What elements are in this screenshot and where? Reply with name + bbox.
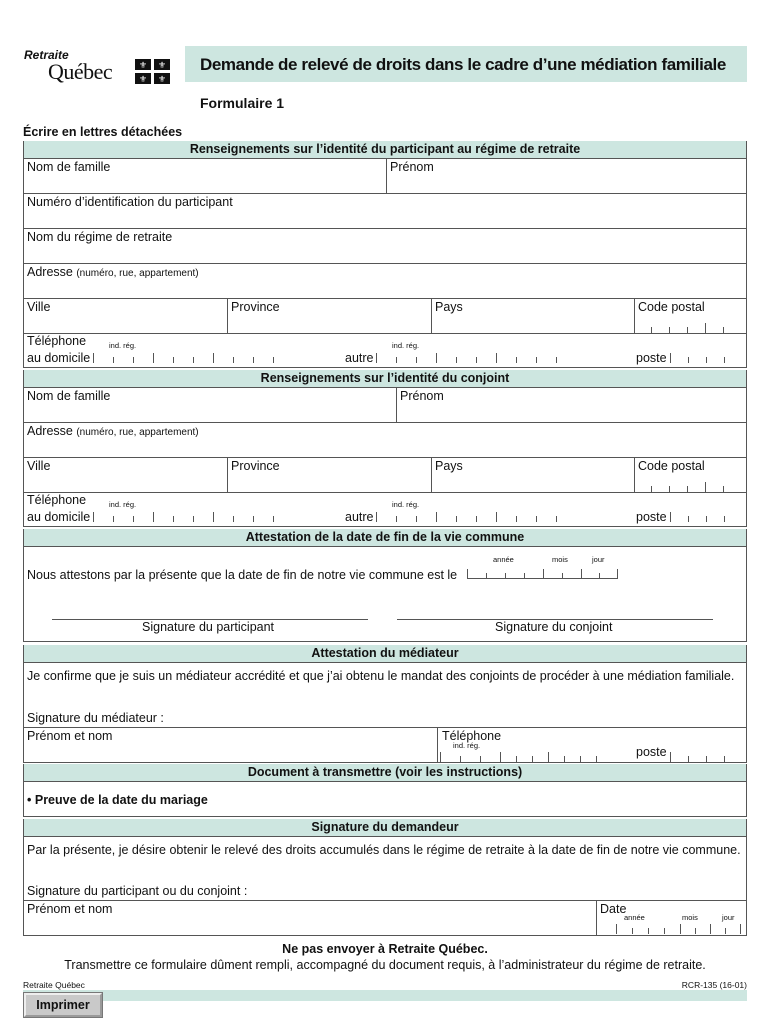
logo-line1: Retraite xyxy=(24,48,69,62)
footer-instructions: Transmettre ce formulaire dûment rempli, accompagné du document requis, à l’administrateur du régime de retraite. xyxy=(64,958,706,972)
conjoint-prenom-field[interactable]: Prénom xyxy=(400,389,444,403)
footer-org: Retraite Québec xyxy=(23,980,85,990)
print-button[interactable]: Imprimer xyxy=(24,993,102,1017)
section-header-participant: Renseignements sur l’identité du participant au régime de retraite xyxy=(23,141,747,158)
participant-ind-reg-2: ind. rég. xyxy=(392,341,420,350)
participant-nom-field[interactable]: Nom de famille xyxy=(27,160,111,174)
annee-label: année xyxy=(493,555,514,564)
participant-ind-reg-1: ind. rég. xyxy=(109,341,137,350)
signature-participant-label: Signature du participant xyxy=(142,620,275,634)
jour-label: jour xyxy=(592,555,605,564)
participant-numero-field[interactable]: Numéro d’identification du participant xyxy=(27,195,233,209)
participant-domicile-label: au domicile xyxy=(27,351,91,365)
conjoint-ind-reg-1: ind. rég. xyxy=(109,500,137,509)
section-header-conjoint: Renseignements sur l’identité du conjoint xyxy=(23,370,747,387)
fin-vie-commune-date-field[interactable] xyxy=(467,567,618,579)
participant-regime-field[interactable]: Nom du régime de retraite xyxy=(27,230,173,244)
demandeur-jour-label: jour xyxy=(722,913,735,922)
demandeur-statement: Par la présente, je désire obtenir le relevé des droits accumulés dans le régime de retraite à la date de fin de notre vie commune. xyxy=(27,843,741,857)
form-number: Formulaire 1 xyxy=(200,95,285,111)
participant-code-postal-field[interactable]: Code postal xyxy=(638,300,705,314)
section-header-document: Document à transmettre (voir les instructions) xyxy=(23,764,747,781)
participant-telephone-label: Téléphone xyxy=(27,334,87,348)
conjoint-pays-field[interactable]: Pays xyxy=(435,459,463,473)
form-code: RCR-135 (16-01) xyxy=(681,980,747,990)
demandeur-prenom-nom-field[interactable]: Prénom et nom xyxy=(27,902,113,916)
conjoint-autre-label: autre xyxy=(345,510,374,524)
section-header-demandeur: Signature du demandeur xyxy=(23,819,747,836)
demandeur-signature-field[interactable]: Signature du participant ou du conjoint : xyxy=(27,884,248,898)
conjoint-province-field[interactable]: Province xyxy=(231,459,280,473)
participant-adresse-field[interactable]: Adresse (numéro, rue, appartement) xyxy=(27,265,199,279)
participant-ville-field[interactable]: Ville xyxy=(27,300,51,314)
conjoint-adresse-field[interactable]: Adresse (numéro, rue, appartement) xyxy=(27,424,199,438)
mediateur-telephone-label: Téléphone xyxy=(442,729,502,743)
conjoint-telephone-label: Téléphone xyxy=(27,493,87,507)
mediateur-prenom-nom-field[interactable]: Prénom et nom xyxy=(27,729,113,743)
page-title: Demande de relevé de droits dans le cadre d’une médiation familiale xyxy=(200,55,726,74)
conjoint-poste-label: poste xyxy=(636,510,667,524)
mediateur-poste-label: poste xyxy=(636,745,667,759)
mediateur-signature-field[interactable]: Signature du médiateur : xyxy=(27,711,164,725)
svg-text:⚜: ⚜ xyxy=(138,60,148,70)
mediateur-statement: Je confirme que je suis un médiateur accrédité et que j’ai obtenu le mandat des conjoints de procéder à une médiation familiale. xyxy=(27,669,735,683)
demandeur-date-label: Date xyxy=(600,902,627,916)
document-item: • Preuve de la date du mariage xyxy=(27,793,208,807)
svg-text:⚜: ⚜ xyxy=(157,60,167,70)
section-header-fin-vie-commune: Attestation de la date de fin de la vie commune xyxy=(23,529,747,546)
footer-warning: Ne pas envoyer à Retraite Québec. xyxy=(282,942,488,956)
logo xyxy=(22,46,177,94)
fin-vie-commune-statement: Nous attestons par la présente que la date de fin de notre vie commune est le xyxy=(27,568,458,582)
participant-pays-field[interactable]: Pays xyxy=(435,300,463,314)
conjoint-code-postal-field[interactable]: Code postal xyxy=(638,459,705,473)
conjoint-ville-field[interactable]: Ville xyxy=(27,459,51,473)
fin-vie-commune-box xyxy=(23,546,747,642)
conjoint-ind-reg-2: ind. rég. xyxy=(392,500,420,509)
participant-prenom-field[interactable]: Prénom xyxy=(390,160,434,174)
section-header-mediateur: Attestation du médiateur xyxy=(23,645,747,662)
fleur-de-lis-flag-icon xyxy=(135,59,171,84)
svg-text:⚜: ⚜ xyxy=(157,74,167,84)
mediateur-ind-reg: ind. rég. xyxy=(453,741,481,750)
instruction: Écrire en lettres détachées xyxy=(23,125,183,139)
demandeur-date-field[interactable] xyxy=(616,922,742,934)
mois-label: mois xyxy=(552,555,568,564)
footer-band xyxy=(23,990,747,1001)
participant-autre-label: autre xyxy=(345,351,374,365)
logo-line2: Québec xyxy=(48,59,113,84)
participant-province-field[interactable]: Province xyxy=(231,300,280,314)
signature-conjoint-label: Signature du conjoint xyxy=(495,620,613,634)
demandeur-mois-label: mois xyxy=(682,913,698,922)
svg-text:⚜: ⚜ xyxy=(138,74,148,84)
conjoint-domicile-label: au domicile xyxy=(27,510,91,524)
conjoint-nom-field[interactable]: Nom de famille xyxy=(27,389,111,403)
participant-poste-label: poste xyxy=(636,351,667,365)
demandeur-annee-label: année xyxy=(624,913,645,922)
